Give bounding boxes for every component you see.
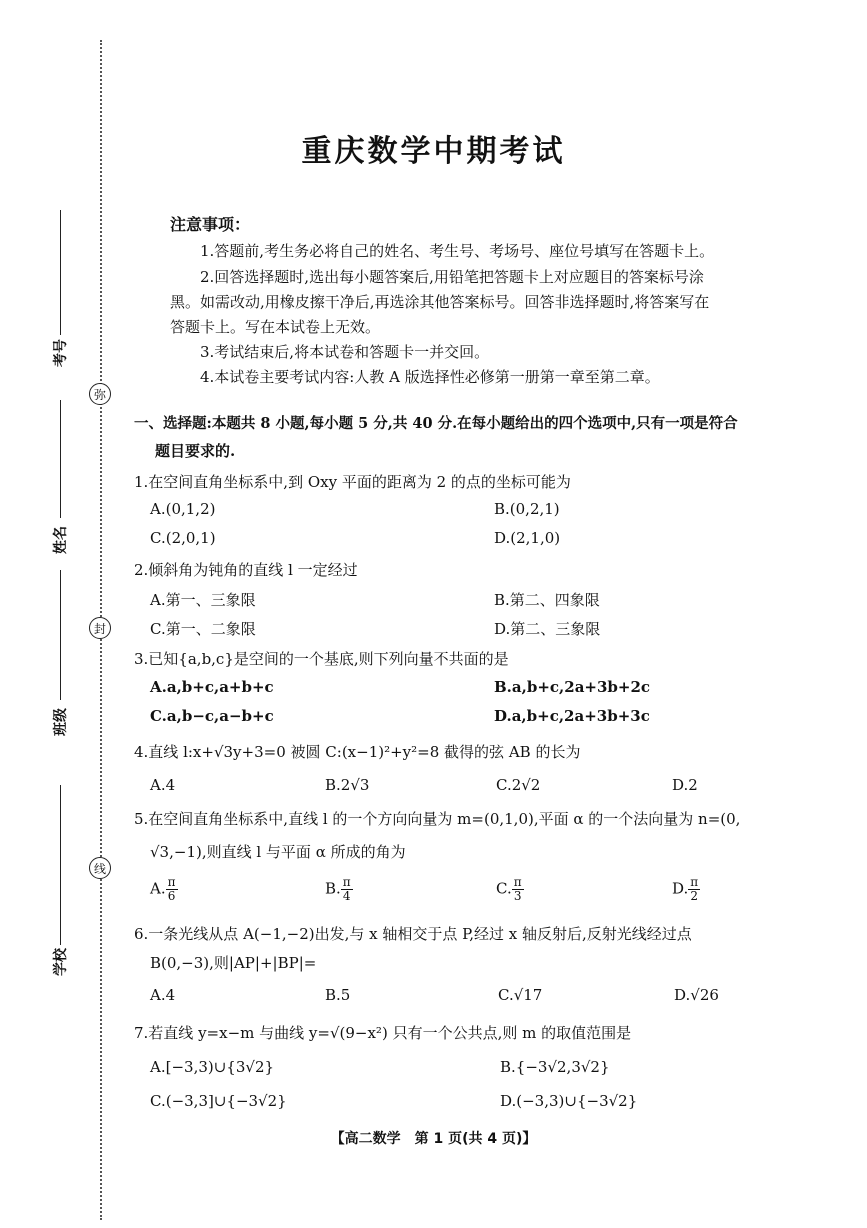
seal-mark-mi: 弥 xyxy=(89,383,111,405)
page-footer: 【高二数学 第 1 页(共 4 页)】 xyxy=(330,1131,537,1147)
question-6-stem: 6.一条光线从点 A(−1,−2)出发,与 x 轴相交于点 P,经过 x 轴反射后,反射光线经过点 xyxy=(134,925,692,943)
question-1-stem: 1.在空间直角坐标系中,到 Oxy 平面的距离为 2 的点的坐标可能为 xyxy=(134,473,571,491)
q2-option-b: B.第二、四象限 xyxy=(494,591,600,609)
note-line: 答题卡上。写在本试卷上无效。 xyxy=(170,318,381,336)
seal-mark-feng: 封 xyxy=(89,617,111,639)
q4-option-a: A.4 xyxy=(150,776,176,794)
q5-option-d: D. $\frac{\pi}{2}$ xyxy=(672,875,699,903)
exam-number-label: 考号 xyxy=(53,339,69,367)
q6-option-d: D.√26 xyxy=(674,986,719,1004)
notes-heading: 注意事项： xyxy=(170,215,251,234)
exam-title: 重庆数学中期考试 xyxy=(301,134,566,169)
q1-option-d: D.(2,1,0) xyxy=(494,529,561,547)
q7-option-a: A.[−3,3)∪{3√2} xyxy=(150,1058,275,1076)
note-line: 4.本试卷主要考试内容:人教 A 版选择性必修第一册第一章至第二章。 xyxy=(200,368,660,386)
class-write-line xyxy=(60,570,61,700)
q3-option-a: A.a,b+c,a+b+c xyxy=(150,678,274,696)
question-3-stem: 3.已知{a,b,c}是空间的一个基底,则下列向量不共面的是 xyxy=(134,650,509,668)
q1-option-a: A.(0,1,2) xyxy=(150,500,216,518)
section-header: 一、选择题:本题共 8 小题,每小题 5 分,共 40 分.在每小题给出的四个选项中,只有一项是符合 xyxy=(134,415,738,432)
note-line: 2.回答选择题时,选出每小题答案后,用铅笔把答题卡上对应题目的答案标号涂 xyxy=(200,268,704,286)
q4-option-c: C.2√2 xyxy=(496,776,541,794)
question-6-stem-cont: B(0,−3),则|AP|+|BP|= xyxy=(150,954,317,972)
q1-option-c: C.(2,0,1) xyxy=(150,529,216,547)
q4-option-d: D.2 xyxy=(672,776,698,794)
exam-number-write-line xyxy=(60,210,61,335)
q5-option-a: A. $\frac{\pi}{6}$ xyxy=(150,875,176,903)
class-label: 班级 xyxy=(53,708,69,736)
q6-option-b: B.5 xyxy=(325,986,351,1004)
note-line: 1.答题前,考生务必将自己的姓名、考生号、考场号、座位号填写在答题卡上。 xyxy=(200,242,715,260)
q2-option-d: D.第二、三象限 xyxy=(494,620,601,638)
note-line: 3.考试结束后,将本试卷和答题卡一并交回。 xyxy=(200,343,490,361)
q2-option-c: C.第一、二象限 xyxy=(150,620,256,638)
name-write-line xyxy=(60,400,61,518)
q6-option-c: C.√17 xyxy=(498,986,543,1004)
name-label: 姓名 xyxy=(53,526,69,554)
school-write-line xyxy=(60,785,61,945)
q6-option-a: A.4 xyxy=(150,986,176,1004)
question-5-stem: 5.在空间直角坐标系中,直线 l 的一个方向向量为 m=(0,1,0),平面 α 的一个法向量为 n=(0, xyxy=(134,810,741,828)
q5-option-c: C. $\frac{\pi}{3}$ xyxy=(496,875,522,903)
q2-option-a: A.第一、三象限 xyxy=(150,591,256,609)
question-2-stem: 2.倾斜角为钝角的直线 l 一定经过 xyxy=(134,561,358,579)
school-label: 学校 xyxy=(53,948,69,976)
section-header-cont: 题目要求的. xyxy=(155,442,236,460)
q7-option-c: C.(−3,3]∪{−3√2} xyxy=(150,1092,287,1110)
question-5-stem-cont: √3,−1),则直线 l 与平面 α 所成的角为 xyxy=(150,843,406,861)
q4-option-b: B.2√3 xyxy=(325,776,370,794)
note-line: 黑。如需改动,用橡皮擦干净后,再选涂其他答案标号。回答非选择题时,将答案写在 xyxy=(170,293,710,311)
q7-option-b: B.{−3√2,3√2} xyxy=(500,1058,610,1076)
q3-option-c: C.a,b−c,a−b+c xyxy=(150,707,274,725)
q3-option-d: D.a,b+c,2a+3b+3c xyxy=(494,707,650,725)
q5-option-b: B. $\frac{\pi}{4}$ xyxy=(325,875,351,903)
seal-mark-xian: 线 xyxy=(89,857,111,879)
question-7-stem: 7.若直线 y=x−m 与曲线 y=√(9−x²) 只有一个公共点,则 m 的取值范围是 xyxy=(134,1024,632,1042)
q1-option-b: B.(0,2,1) xyxy=(494,500,560,518)
question-4-stem: 4.直线 l:x+√3y+3=0 被圆 C:(x−1)²+y²=8 截得的弦 AB 的长为 xyxy=(134,743,581,761)
q3-option-b: B.a,b+c,2a+3b+2c xyxy=(494,678,651,696)
q7-option-d: D.(−3,3)∪{−3√2} xyxy=(500,1092,638,1110)
